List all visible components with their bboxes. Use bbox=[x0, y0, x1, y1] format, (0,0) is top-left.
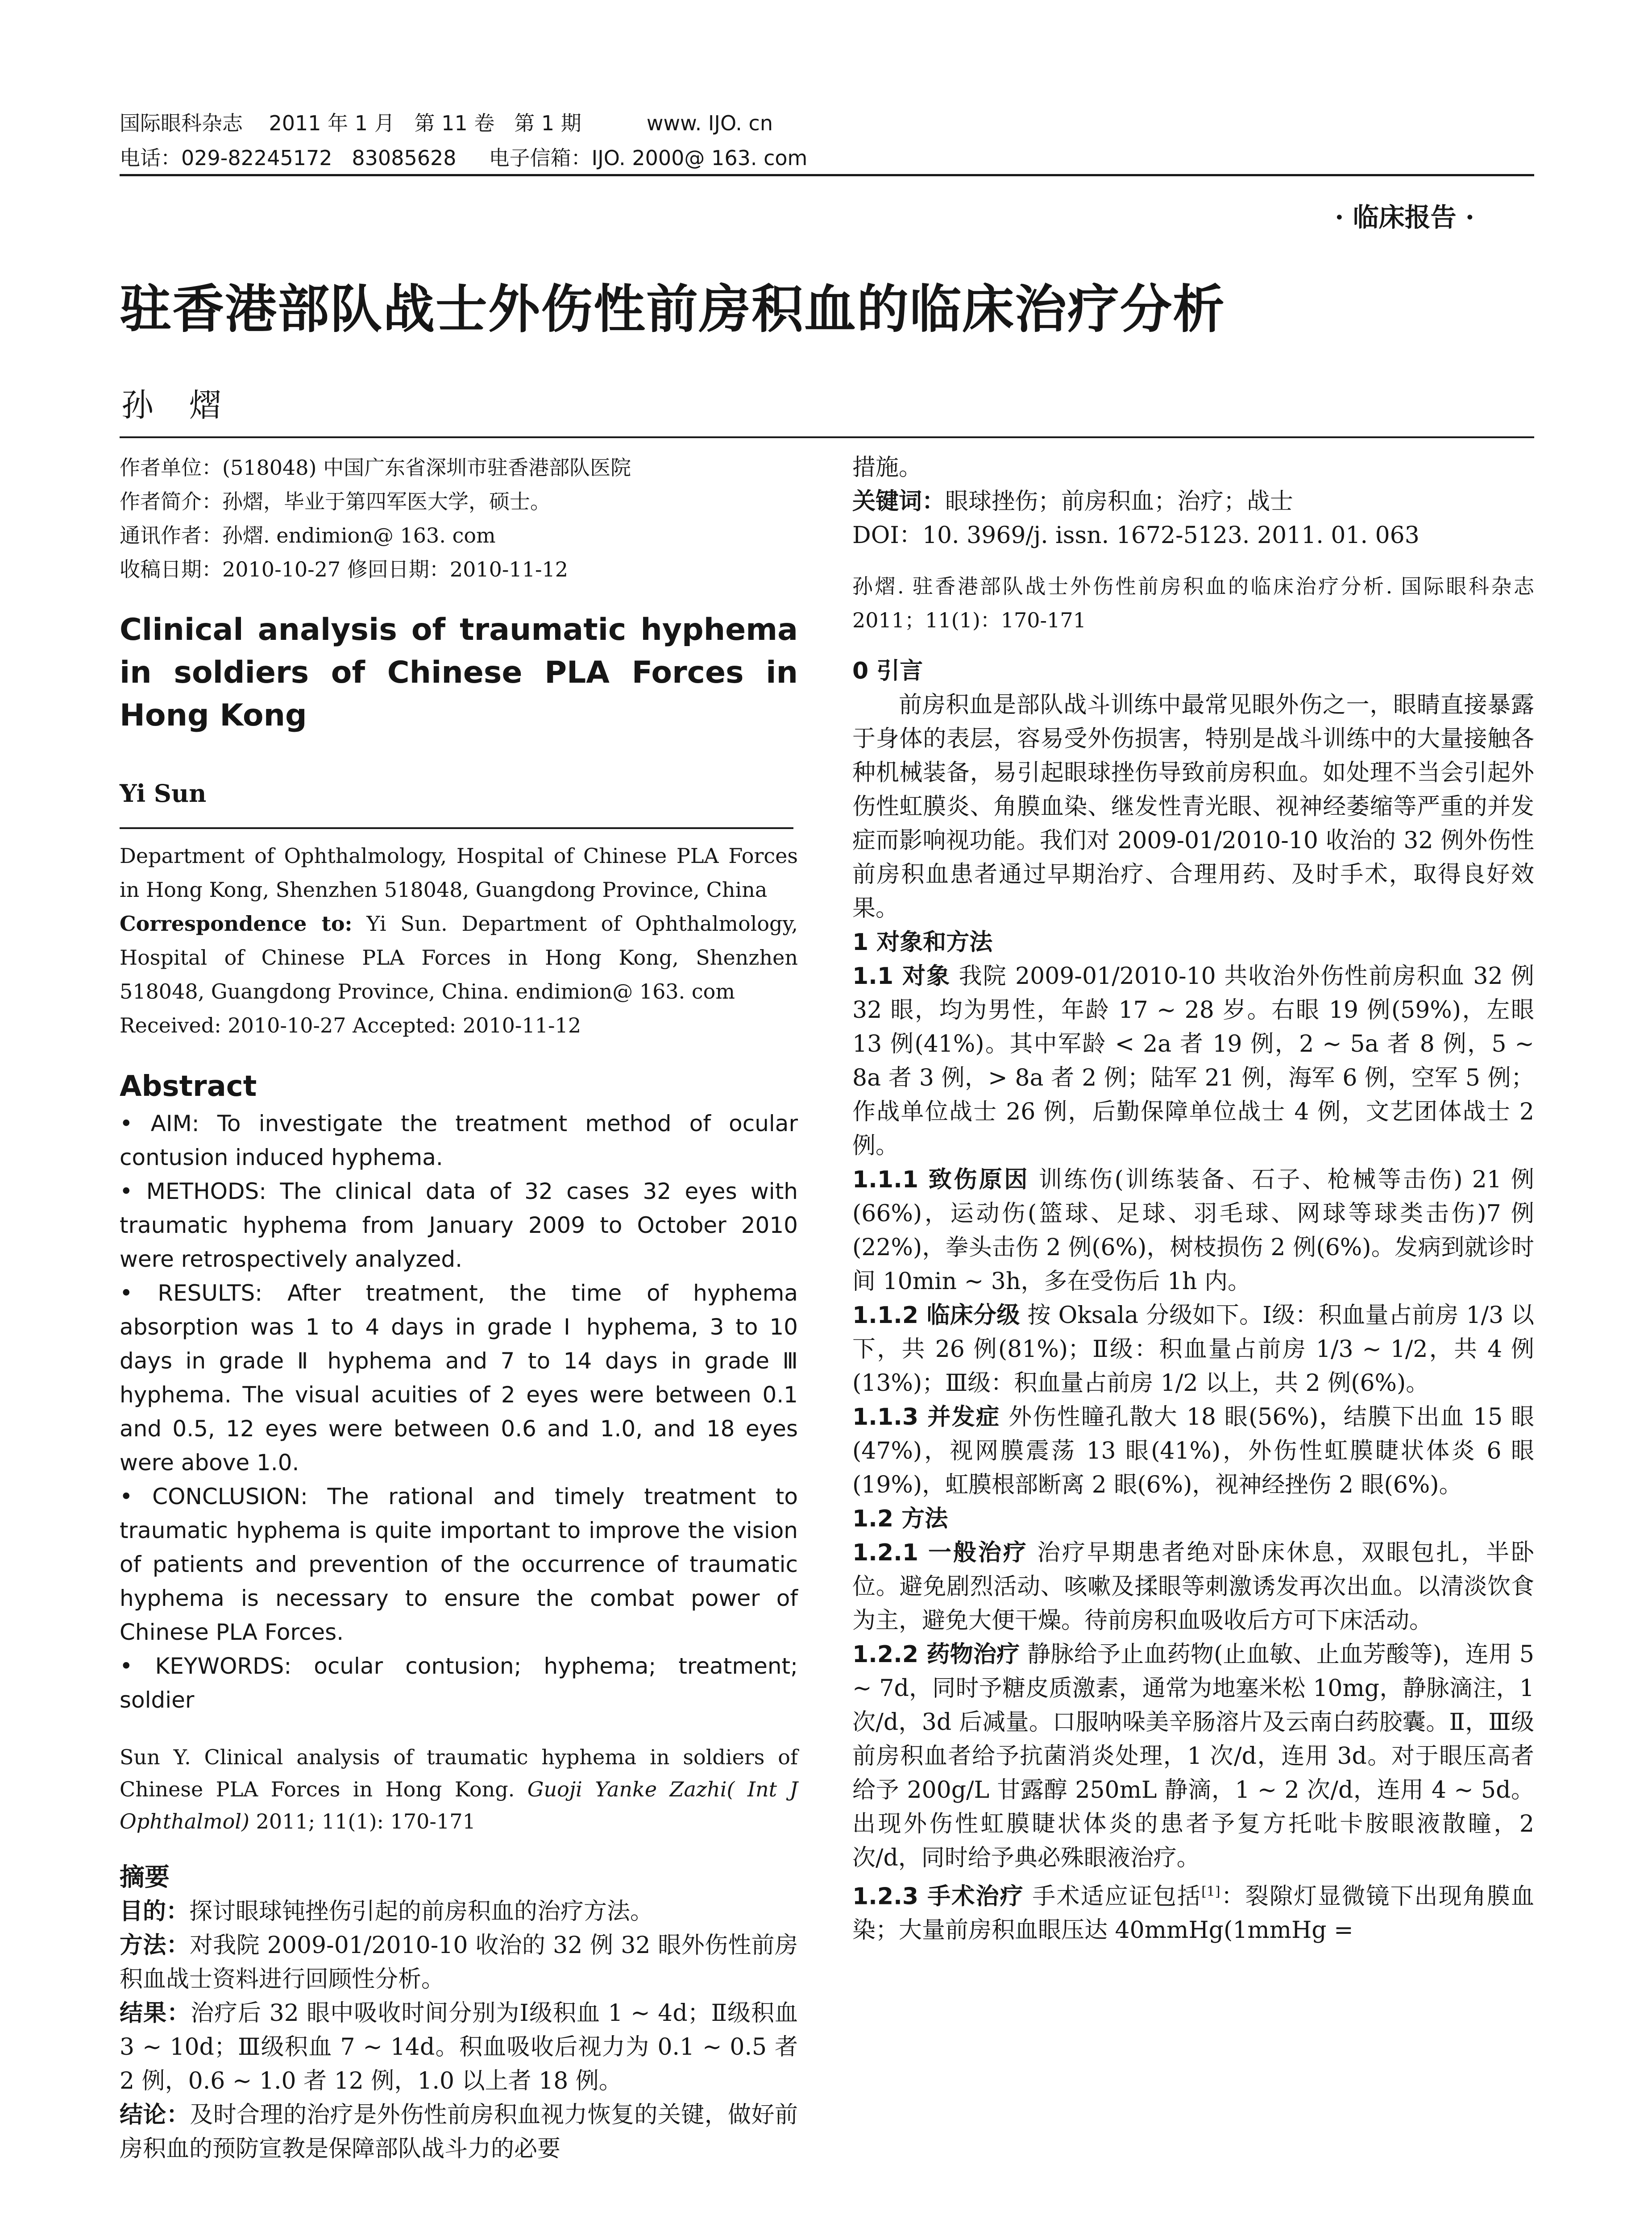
keywords-text: 眼球挫伤；前房积血；治疗；战士 bbox=[945, 488, 1294, 515]
subsection-method-heading: 1.2 方法 bbox=[852, 1505, 948, 1532]
section-tag: · 临床报告 · bbox=[1335, 202, 1474, 232]
abstract-methods: • METHODS: The clinical data of 32 cases 32 eyes with traumatic hyphema from January 2009 to October 2010 were retrospectively analyzed. bbox=[120, 1178, 798, 1272]
subsection-heading: 1.2.2 药物治疗 bbox=[852, 1641, 1020, 1668]
paragraph-text: 治疗早期患者绝对卧床休息，双眼包扎，半卧位。避免剧烈活动、咳嗽及揉眼等刺激诱发再次出血。以清淡饮食为主，避免大便干燥。待前房积血吸收后方可下床活动。 bbox=[852, 1539, 1534, 1634]
paragraph-text: 静脉给予止血药物(止血敏、止血芳酸等)，连用 5 ~ 7d，同时予糖皮质激素，通常为地塞米松 10mg，静脉滴注，1 次/d，3d 后减量。口服呐哚美辛肠溶片及云南白药胶囊。Ⅱ，Ⅲ级前房积血者给予抗菌消炎处理，1 次/d，连用 3d。对于眼压高者给予 200g/L 甘露醇 250mL 静滴，1 ~ 2 次/d，连用 4 ~ 5d。出现外伤性虹膜睫状体炎的患者予复方托吡卡胺眼液散瞳，2 次/d，同时给予典必殊眼液治疗。 bbox=[852, 1641, 1534, 1871]
journal-header-line: 国际眼科杂志 2011 年 1 月 第 11 卷 第 1 期 www. IJO. cn bbox=[120, 111, 773, 135]
paragraph-text: 我院 2009-01/2010-10 共收治外伤性前房积血 32 例 32 眼，均为男性，年龄 17 ~ 28 岁。右眼 19 例(59%)，左眼 13 例(41%)。其中军龄 < 2a 者 19 例，2 ~ 5a 者 8 例，5 ~ 8a 者 3 例，> 8a 者 2 例；陆军 21 例，海军 6 例，空军 5 例；作战单位战士 26 例，后勤保障单位战士 4 例，文艺团体战士 2 例。 bbox=[852, 963, 1534, 1159]
title-rule bbox=[120, 436, 1534, 438]
cn-abstract-label: 结论： bbox=[120, 2101, 190, 2128]
abstract-continuation: 措施。 bbox=[852, 454, 922, 481]
citation-journal: Guoji Yanke Zazhi( Int J Ophthalmol) bbox=[120, 1777, 798, 1833]
surgery-paragraph bbox=[852, 1875, 1534, 1947]
spacer bbox=[852, 637, 1534, 654]
english-author: Yi Sun bbox=[120, 779, 207, 808]
correspondence bbox=[120, 907, 798, 1008]
abstract-aim: • AIM: To investigate the treatment method of ocular contusion induced hyphema. bbox=[120, 1111, 798, 1170]
injury-cause-paragraph bbox=[852, 1163, 1534, 1298]
reference-marker: [1] bbox=[1201, 1884, 1220, 1899]
cn-abstract-label: 目的： bbox=[120, 1898, 190, 1925]
correspondence-text: Yi Sun. Department of Ophthalmology, Hospital of Chinese PLA Forces in Hong Kong, Shenzhen 518048, Guangdong Province, China. endimion@ 163. com bbox=[120, 912, 798, 1004]
section-introduction-heading: 0 引言 bbox=[852, 658, 923, 684]
header-rule bbox=[120, 174, 1534, 176]
paragraph-text: 外伤性瞳孔散大 18 眼(56%)，结膜下出血 15 眼(47%)，视网膜震荡 13 眼(41%)，外伤性虹膜睫状体炎 6 眼(19%)，虹膜根部断离 2 眼(6%)，视神经挫伤 2 眼(6%)。 bbox=[852, 1404, 1534, 1498]
drug-treatment-paragraph bbox=[852, 1638, 1534, 1875]
section-methods-heading: 1 对象和方法 bbox=[852, 929, 993, 956]
info-line: 通讯作者：孙熠. endimion@ 163. com bbox=[120, 523, 496, 547]
paragraph-text: 训练伤(训练装备、石子、枪械等击伤) 21 例(66%)，运动伤(篮球、足球、羽毛球、网球等球类击伤)7 例(22%)，拳头击伤 2 例(6%)，树枝损伤 2 例(6%)。发病到就诊时间 10min ~ 3h，多在受伤后 1h 内。 bbox=[852, 1166, 1534, 1295]
english-citation bbox=[120, 1741, 798, 1837]
subsection-heading: 1.1.1 致伤原因 bbox=[852, 1166, 1029, 1193]
cn-abstract-text: 及时合理的治疗是外伤性前房积血视力恢复的关键，做好前房积血的预防宣教是保障部队战斗力的必要 bbox=[120, 2102, 798, 2162]
affiliation: Department of Ophthalmology, Hospital of Chinese PLA Forces in Hong Kong, Shenzhen 518048, Guangdong Province, China bbox=[120, 844, 798, 902]
abstract-conclusion: • CONCLUSION: The rational and timely treatment to traumatic hyphema is quite important to improve the vision of patients and prevention of the occurrence of traumatic hyphema is necessary to ensure the combat power of Chinese PLA Forces. bbox=[120, 1484, 798, 1645]
cn-abstract-text: 治疗后 32 眼中吸收时间分别为Ⅰ级积血 1 ~ 4d；Ⅱ级积血 3 ~ 10d；Ⅲ级积血 7 ~ 14d。积血吸收后视力为 0.1 ~ 0.5 者 2 例，0.6 ~ 1.0 者 12 例，1.0 以上者 18 例。 bbox=[120, 2000, 798, 2094]
received-dates: Received: 2010-10-27 Accepted: 2010-11-12 bbox=[120, 1013, 581, 1037]
cn-abstract-text: 探讨眼球钝挫伤引起的前房积血的治疗方法。 bbox=[189, 1898, 654, 1925]
paragraph-text: 按 Oksala 分级如下。Ⅰ级：积血量占前房 1/3 以下，共 26 例(81%)；Ⅱ级：积血量占前房 1/3 ~ 1/2，共 4 例(13%)；Ⅲ级：积血量占前房 1/2 以上，共 2 例(6%)。 bbox=[852, 1302, 1534, 1397]
cn-abstract-text: 对我院 2009-01/2010-10 收治的 32 例 32 眼外伤性前房积血战士资料进行回顾性分析。 bbox=[120, 1932, 798, 1993]
cn-abstract-conclusion bbox=[120, 2098, 798, 2166]
abstract-keywords: • KEYWORDS: ocular contusion; hyphema; treatment; soldier bbox=[120, 1653, 798, 1713]
right-column bbox=[852, 451, 1534, 1947]
general-treatment-paragraph bbox=[852, 1536, 1534, 1638]
english-title: Clinical analysis of traumatic hyphema in soldiers of Chinese PLA Forces in Hong Kong bbox=[120, 612, 798, 733]
keywords-label: 关键词： bbox=[852, 488, 946, 515]
citation-text: Sun Y. Clinical analysis of traumatic hyphema in soldiers of Chinese PLA Forces in Hong Kong. bbox=[120, 1745, 798, 1801]
cn-abstract-methods bbox=[120, 1928, 798, 1996]
doi-line: DOI：10. 3969/j. issn. 1672-5123. 2011. 01. 063 bbox=[852, 522, 1420, 549]
correspondence-label: Correspondence to: bbox=[120, 912, 353, 936]
cn-abstract-aim bbox=[120, 1895, 798, 1928]
abstract-heading: Abstract bbox=[120, 1070, 257, 1103]
paragraph-text: 手术适应证包括 bbox=[1024, 1883, 1202, 1910]
author-info bbox=[120, 451, 798, 586]
info-line: 作者简介：孙熠，毕业于第四军医大学，硕士。 bbox=[120, 489, 551, 514]
paragraph-text-continued: ：裂隙灯显微镜下出现角膜血染；大量前房积血眼压达 40mmHg(1mmHg = bbox=[852, 1883, 1534, 1944]
author-name: 孙熠 bbox=[121, 386, 257, 424]
abstract-body bbox=[120, 1107, 798, 1717]
complications-paragraph bbox=[852, 1400, 1534, 1502]
subsection-heading: 1.2.3 手术治疗 bbox=[852, 1883, 1024, 1910]
info-line: 收稿日期：2010-10-27 修回日期：2010-11-12 bbox=[120, 557, 569, 581]
abstract-results: • RESULTS: After treatment, the time of hyphema absorption was 1 to 4 days in grade Ⅰ hyphema, 3 to 10 days in grade Ⅱ hyphema and 7 to 14 days in grade Ⅲ hyphema. The visual acuities of 2 eyes were between 0.1 and 0.5, 12 eyes were between 0.6 and 1.0, and 18 eyes were above 1.0. bbox=[120, 1280, 798, 1476]
spacer bbox=[852, 552, 1534, 569]
cn-abstract-label: 结果： bbox=[120, 1999, 191, 2027]
info-line: 作者单位：(518048) 中国广东省深圳市驻香港部队医院 bbox=[120, 456, 631, 480]
left-column bbox=[120, 451, 798, 2166]
chinese-abstract-heading: 摘要 bbox=[120, 1863, 170, 1892]
english-author-rule bbox=[120, 827, 793, 829]
introduction-paragraph: 前房积血是部队战斗训练中最常见眼外伤之一，眼睛直接暴露于身体的表层，容易受外伤损害，特别是战斗训练中的大量接触各种机械装备，易引起眼球挫伤导致前房积血。如处理不当会引起外伤性虹膜炎、角膜血染、继发性青光眼、视神经萎缩等严重的并发症而影响视功能。我们对 2009-01/2010-10 收治的 32 例外伤性前房积血患者通过早期治疗、合理用药、及时手术，取得良好效果。 bbox=[852, 692, 1534, 922]
article-title: 驻香港部队战士外伤性前房积血的临床治疗分析 bbox=[120, 279, 1225, 340]
chinese-citation: 孙熠. 驻香港部队战士外伤性前房积血的临床治疗分析. 国际眼科杂志 2011；11(1)：170-171 bbox=[852, 574, 1534, 632]
cn-abstract-results bbox=[120, 1996, 798, 2098]
subsection-heading: 1.1.2 临床分级 bbox=[852, 1302, 1020, 1329]
journal-contact-line: 电话：029-82245172 83085628 电子信箱：IJO. 2000@ 163. com bbox=[120, 146, 808, 170]
subsection-heading: 1.2.1 一般治疗 bbox=[852, 1539, 1028, 1566]
grading-paragraph bbox=[852, 1298, 1534, 1400]
cn-abstract-label: 方法： bbox=[120, 1932, 190, 1959]
keywords-line bbox=[852, 485, 1534, 518]
citation-volume: 2011; 11(1): 170-171 bbox=[249, 1809, 476, 1833]
subsection-heading: 1.1.3 并发症 bbox=[852, 1404, 1000, 1431]
subjects-paragraph bbox=[852, 959, 1534, 1163]
subsection-heading: 1.1 对象 bbox=[852, 963, 951, 990]
